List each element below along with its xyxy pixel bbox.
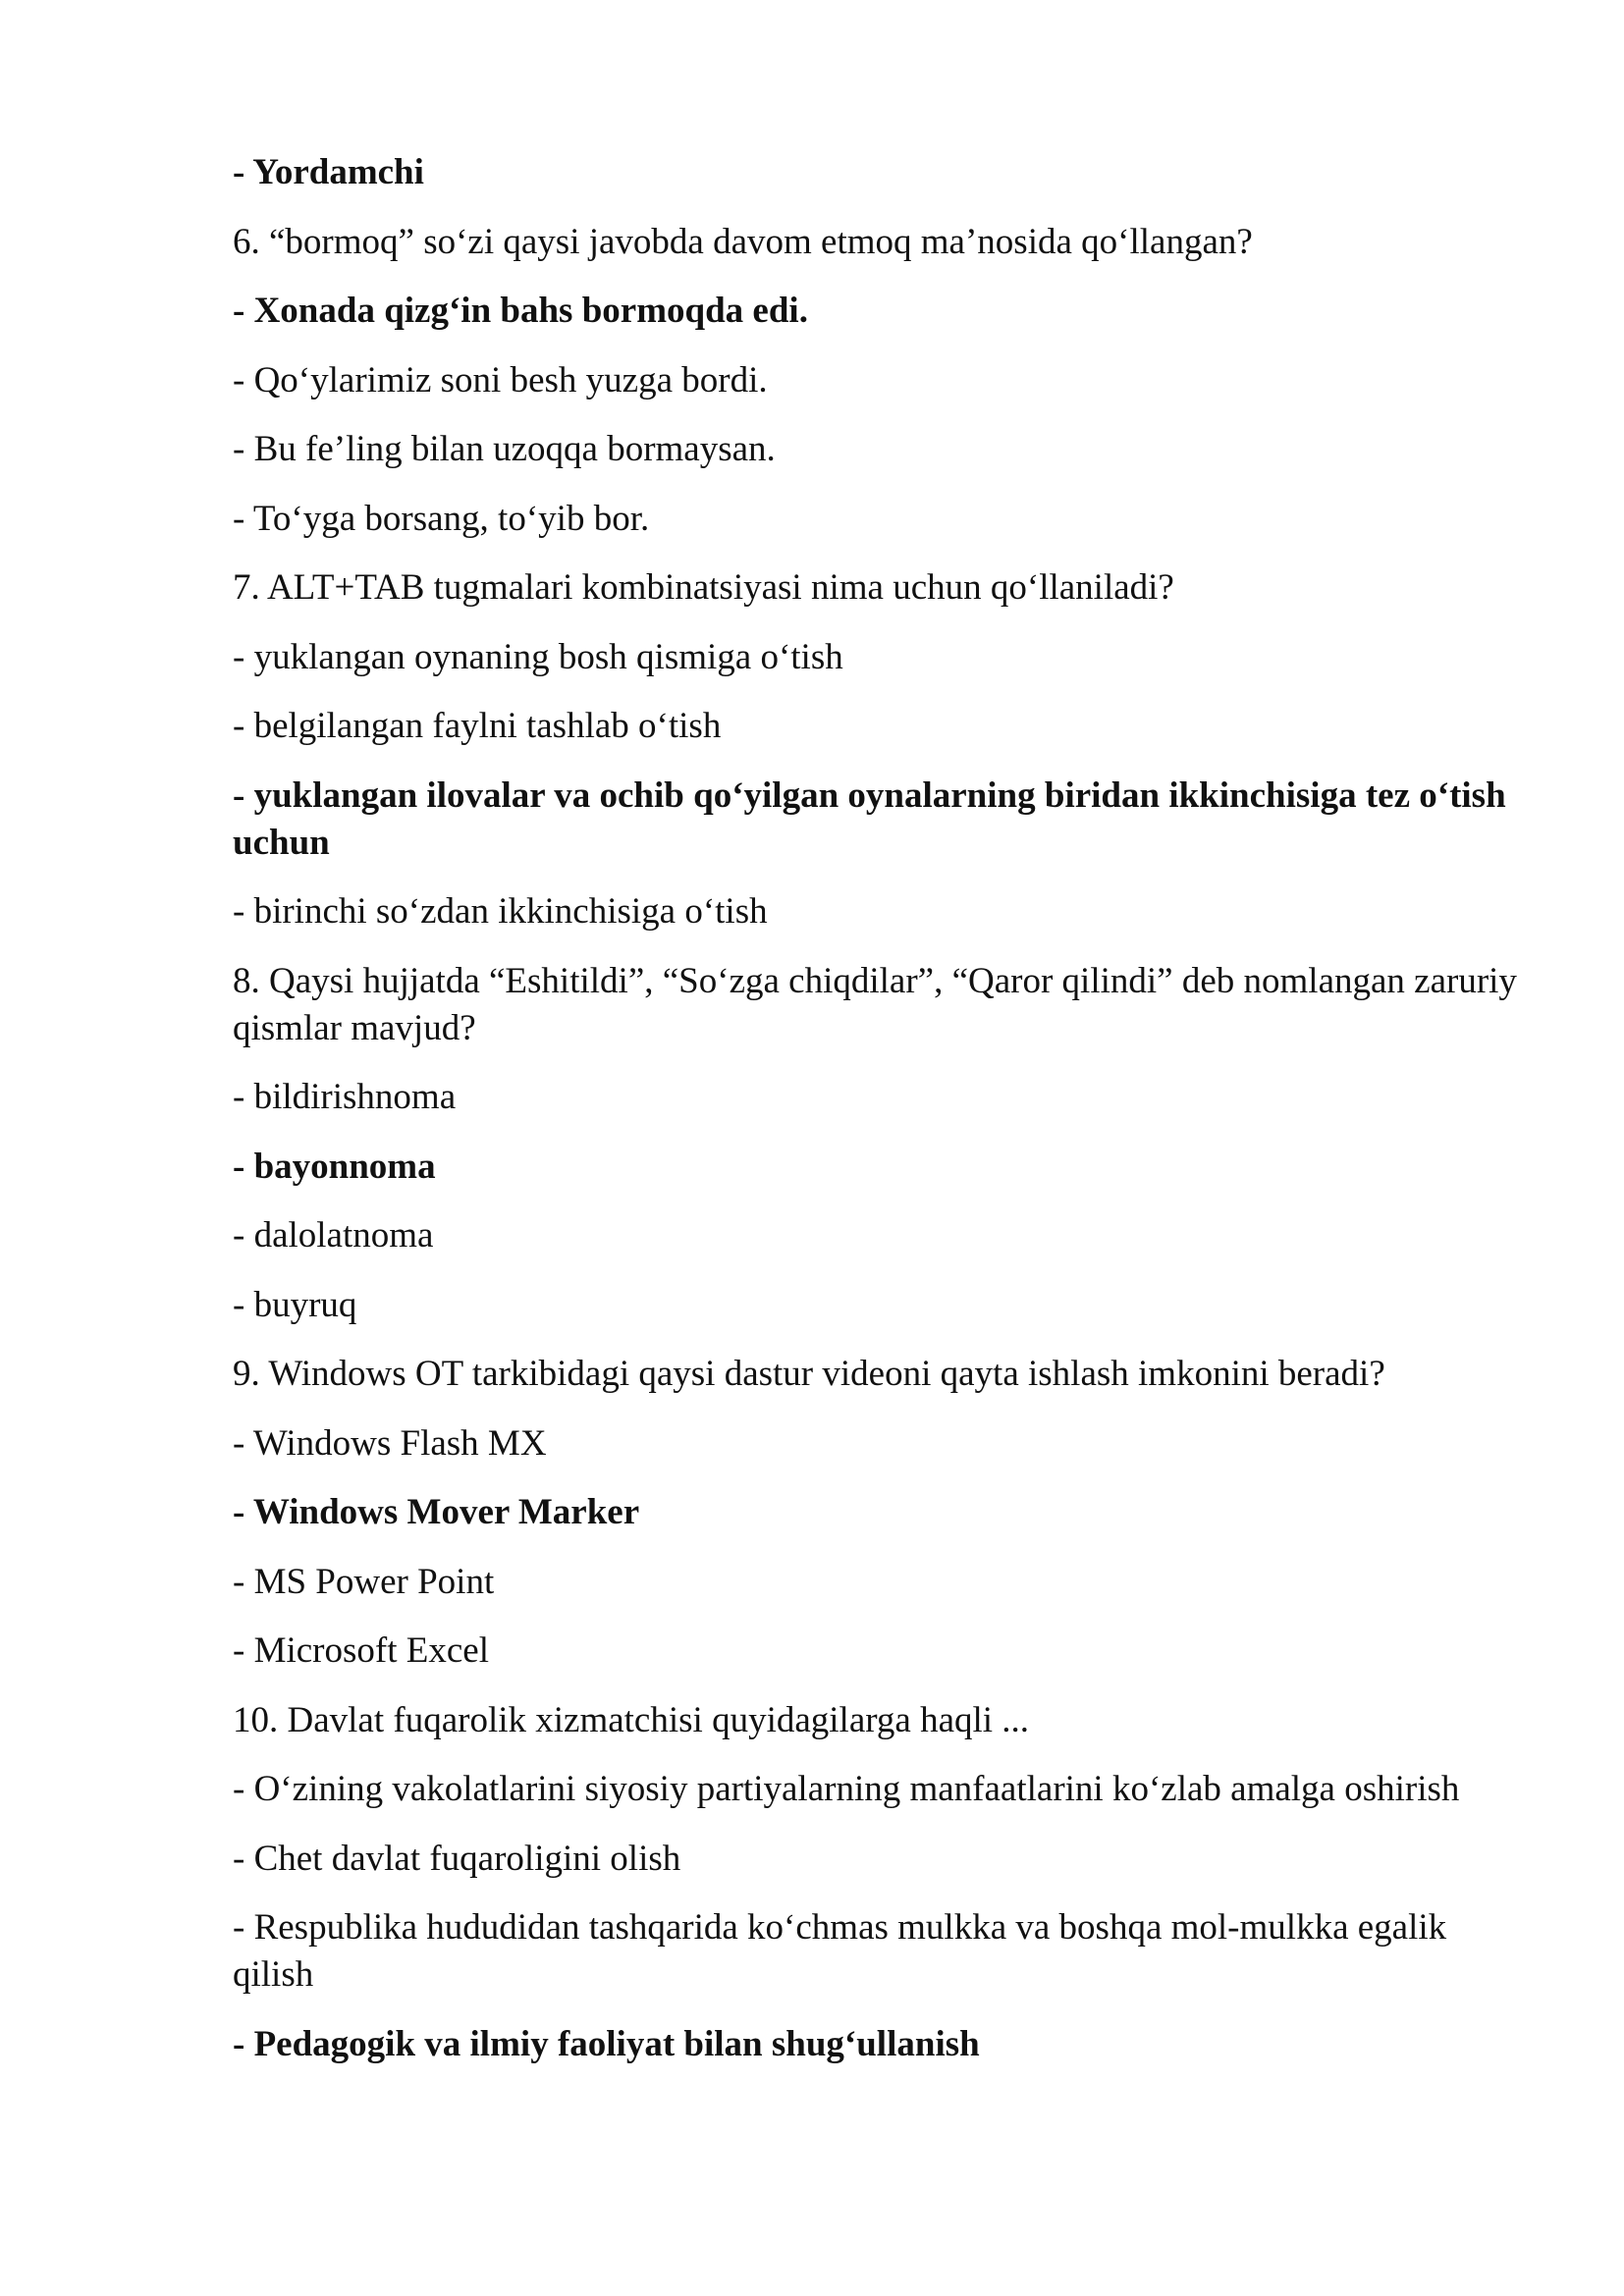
answer-line-correct: - Yordamchi (233, 152, 424, 192)
text-line: - Respublika hududidan tashqarida ko‘chmas mulkka va boshqa mol-mulkka egalik qilish (233, 1907, 1447, 1995)
text-line: - buyruq (233, 1284, 357, 1325)
text-line: - Qo‘ylarimiz soni besh yuzga bordi. (233, 359, 768, 400)
document-body (233, 149, 1529, 2090)
answer-line-correct: - Xonada qizg‘in bahs bormoqda edi. (233, 291, 808, 331)
text-line: - dalolatnoma (233, 1215, 434, 1255)
text-line: 10. Davlat fuqarolik xizmatchisi quyidagilarga haqli ... (233, 1699, 1030, 1740)
text-line: 7. ALT+TAB tugmalari kombinatsiyasi nima uchun qo‘llaniladi? (233, 567, 1174, 608)
text-line: - bildirishnoma (233, 1077, 457, 1117)
text-line: 6. “bormoq” so‘zi qaysi javobda davom etmoq ma’nosida qo‘llangan? (233, 221, 1253, 262)
text-line: 8. Qaysi hujjatda “Eshitildi”, “So‘zga chiqdilar”, “Qaror qilindi” deb nomlangan zaruriy qismlar mavjud? (233, 960, 1517, 1048)
text-line: - Windows Flash MX (233, 1422, 547, 1464)
answer-line-correct: - Pedagogik va ilmiy faoliyat bilan shug‘ullanish (233, 2023, 980, 2064)
answer-line-correct: - yuklangan ilovalar va ochib qo‘yilgan oynalarning biridan ikkinchisiga tez o‘tish uchun (233, 774, 1506, 863)
answer-line-correct: - Windows Mover Marker (233, 1492, 640, 1532)
text-line: - To‘yga borsang, to‘yib bor. (233, 498, 650, 539)
text-line: - Bu fe’ling bilan uzoqqa bormaysan. (233, 429, 776, 469)
text-line: - birinchi so‘zdan ikkinchisiga o‘tish (233, 891, 768, 932)
text-line: 9. Windows OT tarkibidagi qaysi dastur videoni qayta ishlash imkonini beradi? (233, 1354, 1385, 1394)
text-line: - O‘zining vakolatlarini siyosiy partiyalarning manfaatlarini ko‘zlab amalga oshirish (233, 1769, 1460, 1809)
text-line: - MS Power Point (233, 1561, 495, 1602)
text-line: - belgilangan faylni tashlab o‘tish (233, 706, 722, 746)
answer-line-correct: - bayonnoma (233, 1146, 436, 1187)
text-line: - yuklangan oynaning bosh qismiga o‘tish (233, 636, 843, 677)
text-line: - Microsoft Excel (233, 1630, 489, 1671)
text-line: - Chet davlat fuqaroligini olish (233, 1838, 681, 1879)
